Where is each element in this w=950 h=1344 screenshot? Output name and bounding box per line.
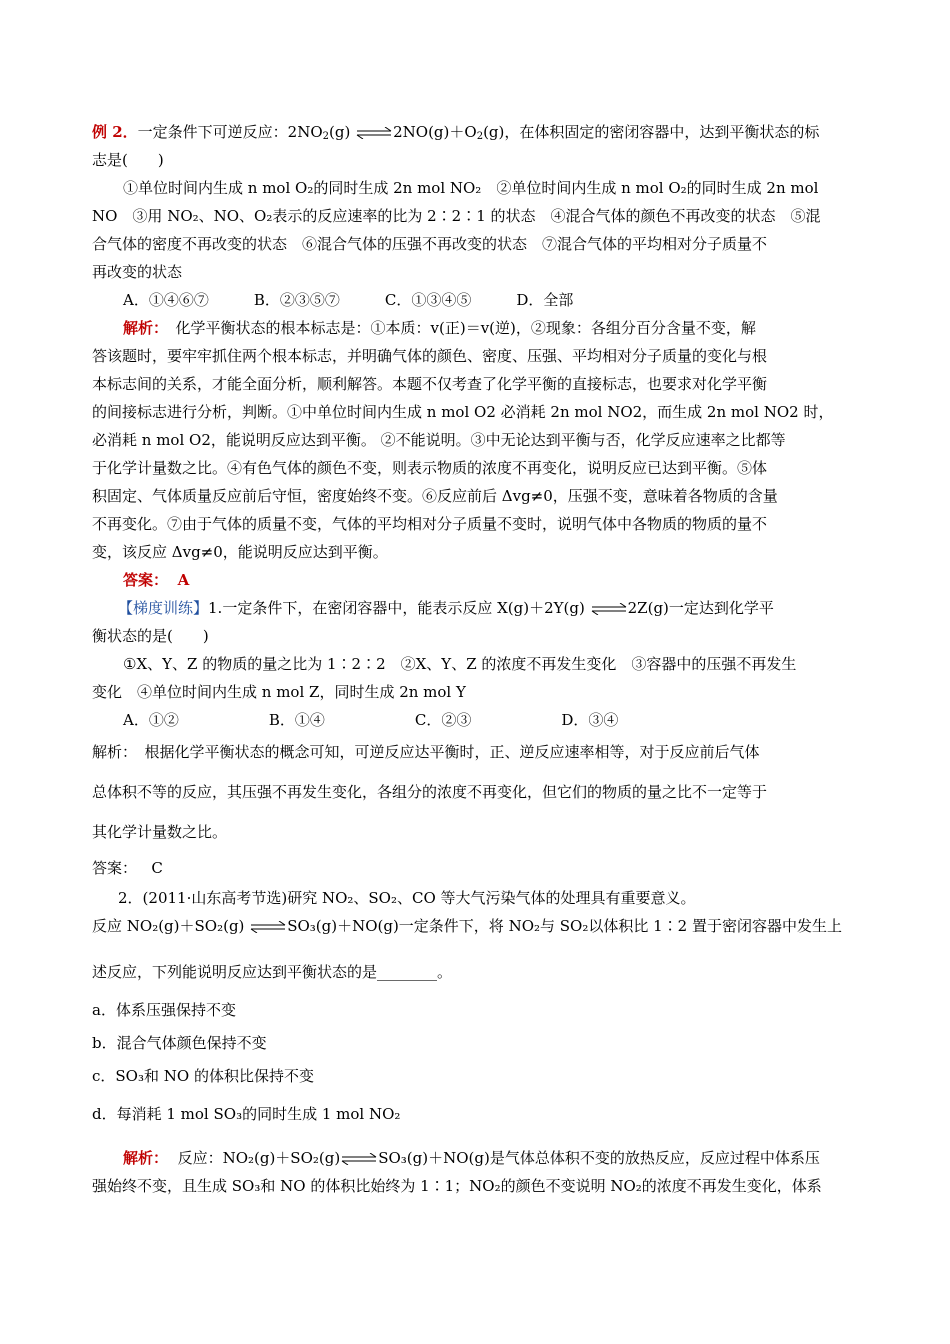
reversible-arrow-icon [590, 603, 628, 615]
training-q1-answer [92, 858, 163, 878]
example-conditions-2: NO ③用 NO₂、NO、O₂表示的反应速率的比为 2∶2∶1 的状态 ④混合气体的颜色不再改变的状态 ⑤混 [92, 207, 821, 225]
training-q1-conditions-2: 变化 ④单位时间内生成 n mol Z，同时生成 2n mol Y [92, 683, 466, 701]
example-analysis-line: 积固定、气体质量反应前后守恒，密度始终不变。⑥反应前后 Δvg≠0，压强不变，意味着各物质的含量 [92, 487, 778, 505]
training-q1: 【梯度训练】1.一定条件下，在密闭容器中，能表示反应 X(g)＋2Y(g) 2Z(g)一定达到化学平 [118, 599, 774, 617]
training-q1-options: A．①② B．①④ C．②③ D．③④ [123, 711, 619, 729]
analysis-label: 解析： [123, 319, 161, 337]
example-analysis-line: 于化学计量数之比。④有色气体的颜色不变，则表示物质的浓度不再变化，说明反应已达到平衡。⑤体 [92, 459, 768, 477]
example-analysis-line: 变，该反应 Δvg≠0，能说明反应达到平衡。 [92, 543, 388, 561]
training-q1-analysis-line: 解析： 根据化学平衡状态的概念可知，可逆反应达平衡时，正、逆反应速率相等，对于反应前后气体 [92, 743, 760, 761]
q2-analysis-label: 解析： [123, 1149, 169, 1167]
reversible-arrow-icon [249, 921, 287, 933]
example-analysis-line: 本标志间的关系，才能全面分析，顺利解答。本题不仅考查了化学平衡的直接标志，也要求对化学平衡 [92, 375, 768, 393]
example-analysis-line: 不再变化。⑦由于气体的质量不变，气体的平均相对分子质量不变时，说明气体中各物质的物质的量不 [92, 515, 768, 533]
example-intro: 例 2．一定条件下可逆反应：$2NO_2(g)$ $2NO(g)+O_2(g)$，在体积固定的密闭容器中，达到平衡状态的标 [92, 123, 820, 142]
training-q2-option-a: a．体系压强保持不变 [92, 1001, 236, 1019]
example-conditions-1: ①单位时间内生成 n mol O₂的同时生成 2n mol NO₂ ②单位时间内生成 n mol O₂的同时生成 2n mol [123, 179, 819, 197]
training-q2-option-d: d．每消耗 1 mol SO₃的同时生成 1 mol NO₂ [92, 1105, 401, 1123]
q1-analysis-label: 解析： [92, 743, 130, 761]
answer-label: 答案： [123, 571, 169, 589]
q1-answer-value: C [151, 859, 163, 877]
training-q1-conditions-1: ①X、Y、Z 的物质的量之比为 1∶2∶2 ②X、Y、Z 的浓度不再发生变化 ③容器中的压强不再发生 [123, 655, 797, 673]
training-q1-analysis-line: 总体积不等的反应，其压强不再发生变化，各组分的浓度不再变化，但它们的物质的量之比不一定等于 [92, 783, 768, 801]
training-q2-option-b: b．混合气体颜色保持不变 [92, 1034, 267, 1052]
answer-value: A [177, 571, 190, 589]
reversible-arrow-icon [355, 127, 393, 139]
training-tag: 【梯度训练】 [118, 599, 209, 617]
training-q1-analysis-line: 其化学计量数之比。 [92, 823, 228, 841]
example-analysis-line: 必消耗 n mol O2，能说明反应达到平衡。 ②不能说明。③中无论达到平衡与否，化学反应速率之比都等 [92, 431, 786, 449]
training-q2-analysis-2: 强始终不变，且生成 SO₃和 NO 的体积比始终为 1∶1；NO₂的颜色不变说明 NO₂的浓度不再发生变化，体系 [92, 1177, 822, 1195]
example-label: 例 2． [92, 123, 138, 141]
training-q2-line3: 述反应，下列能说明反应达到平衡状态的是________。 [92, 963, 453, 981]
q1-answer-label: 答案： [92, 859, 138, 877]
example-analysis-line: 的间接标志进行分析，判断。①中单位时间内生成 n mol O2 必消耗 2n mol NO2，而生成 2n mol NO2 时， [92, 403, 834, 421]
example-analysis-line: 答该题时，要牢牢抓住两个根本标志，并明确气体的颜色、密度、压强、平均相对分子质量的变化与根 [92, 347, 768, 365]
example-answer [123, 570, 189, 590]
training-q2-line1: 2．(2011·山东高考节选)研究 NO₂、SO₂、CO 等大气污染气体的处理具有重要意义。 [118, 889, 696, 907]
example-conditions-3: 合气体的密度不再改变的状态 ⑥混合气体的压强不再改变的状态 ⑦混合气体的平均相对分子质量不 [92, 235, 768, 253]
example-conditions-4: 再改变的状态 [92, 263, 183, 281]
training-q1-line2: 衡状态的是( ) [92, 627, 209, 645]
training-q2-analysis-1: 解析： 反应：NO₂(g)＋SO₂(g) SO₃(g)＋NO(g)是气体总体积不变的放热反应，反应过程中体系压 [123, 1149, 820, 1167]
example-analysis-line: 解析： 化学平衡状态的根本标志是：①本质：v(正)＝v(逆)，②现象：各组分百分含量不变，解 [123, 319, 756, 337]
reversible-arrow-icon [340, 1153, 378, 1165]
training-q2-line2: 反应 NO₂(g)＋SO₂(g) SO₃(g)＋NO(g)一定条件下，将 NO₂与 SO₂以体积比 1∶2 置于密闭容器中发生上 [92, 917, 842, 935]
training-q2-option-c: c．SO₃和 NO 的体积比保持不变 [92, 1067, 314, 1085]
example-options: A．①④⑥⑦ B．②③⑤⑦ C．①③④⑤ D．全部 [123, 291, 574, 309]
example-intro-line2: 志是( ) [92, 151, 164, 169]
